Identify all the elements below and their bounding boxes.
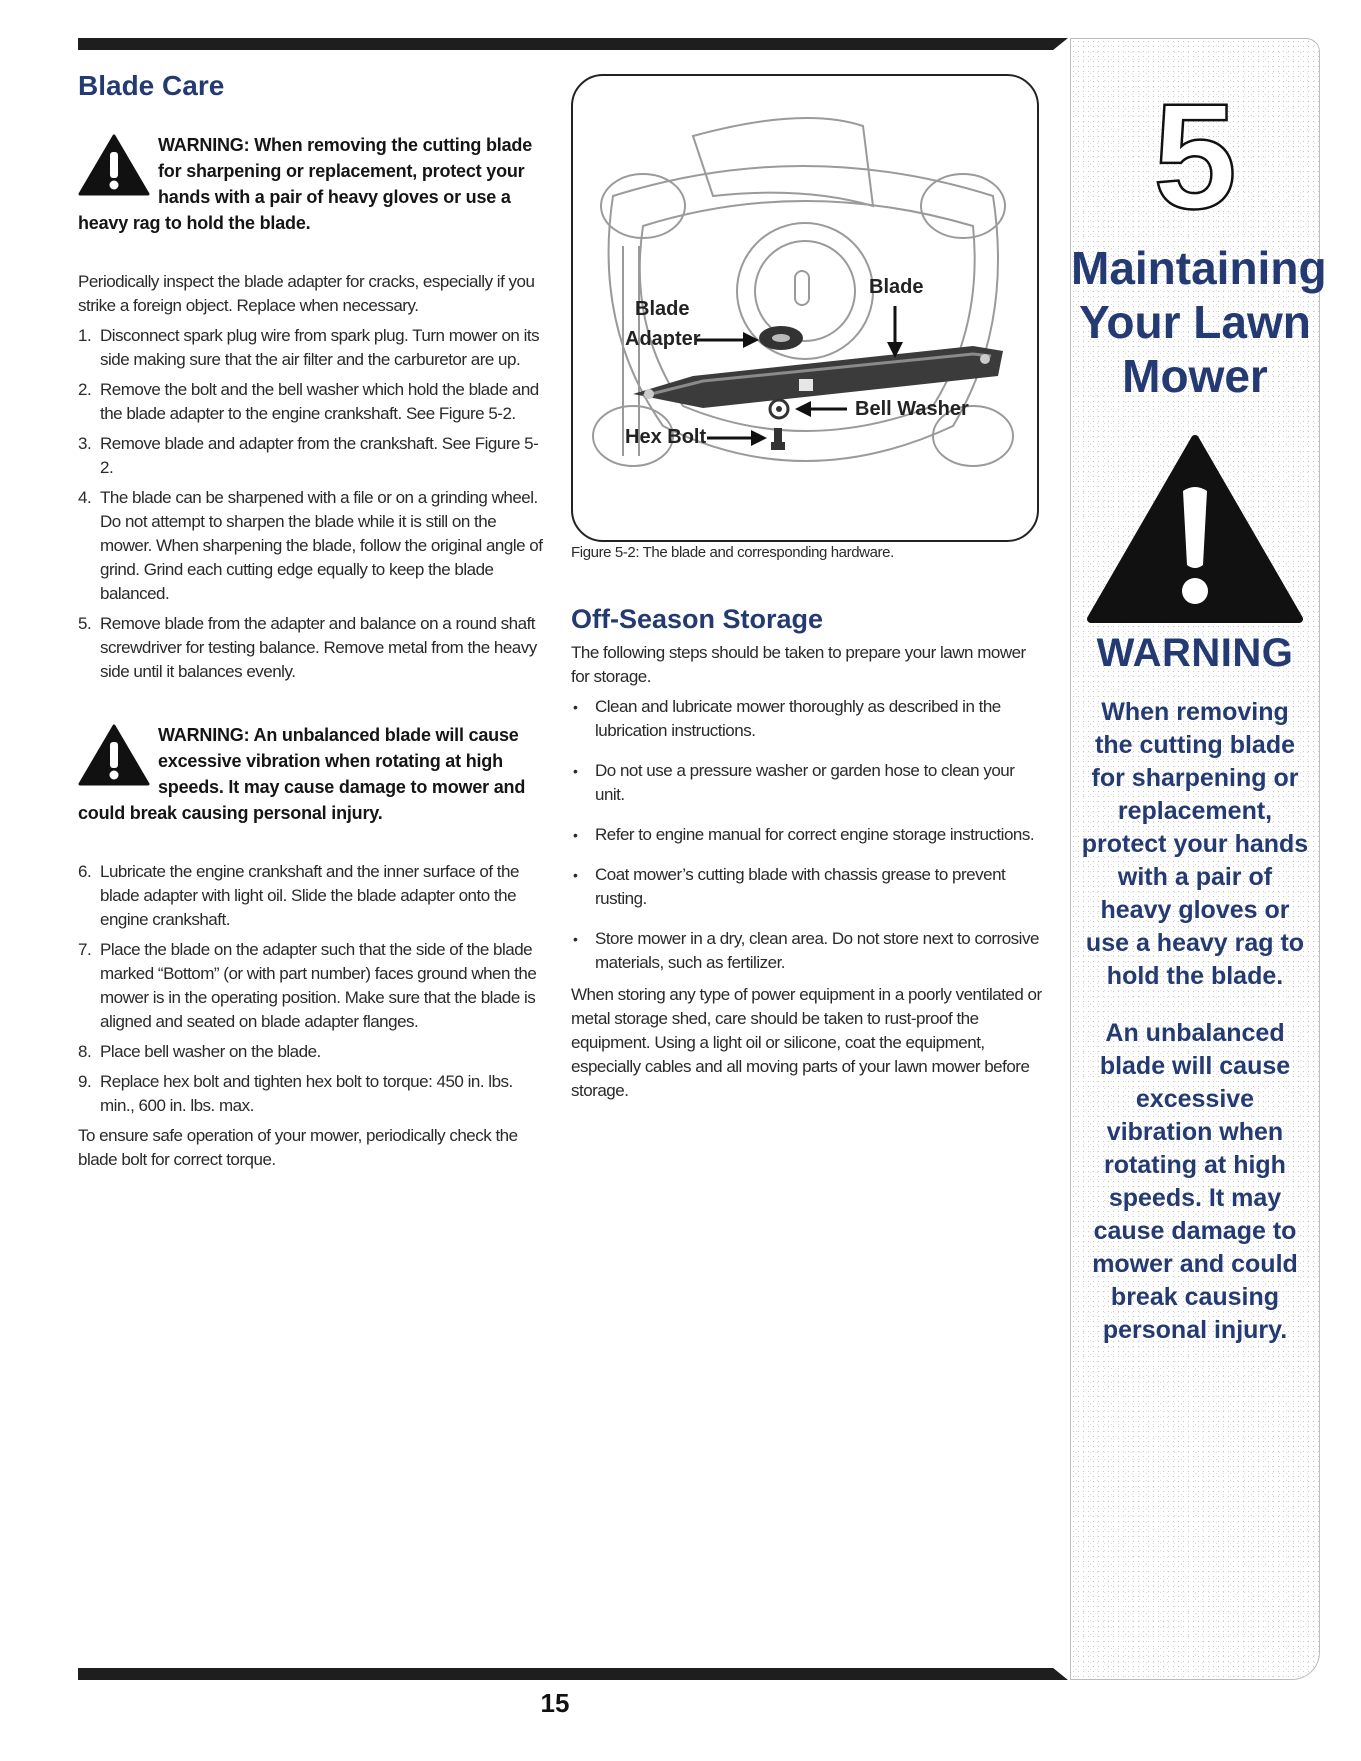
off-season-closing: When storing any type of power equipment in a poorly ventilated or metal storage shed, care should be taken to rust-proof the equipment. Using a light oil or silicone, coat the equipment, especially cables and all moving parts of your lawn mower before storage. [571,985,1042,1100]
off-season-bullets [571,695,1045,975]
list-item: • Do not use a pressure washer or garden hose to clean your unit. [573,761,1015,804]
sidebar-warning-text-2: An unbalanced blade will cause excessive vibration when rotating at high speeds. It may cause damage to mower and could break causing personal injury. [1092,1019,1298,1344]
warning-text-1: WARNING: When removing the cutting blade for sharpening or replacement, protect your hands with a pair of heavy gloves or use a heavy rag to hold the blade. [78,135,532,233]
chapter-title: Maintaining Your Lawn Mower [1071,242,1327,402]
blade-steps-list-b [78,860,548,1118]
chapter-sidebar [1070,38,1327,1680]
list-item: 4. The blade can be sharpened with a file or on a grinding wheel. Do not attempt to sharpen the blade while it is still on the mower. When sharpening the blade, follow the original angle of grind. Grind each cutting edge equally to keep the blade balanced. [78,488,543,603]
figure-5-2 [571,74,1039,542]
chapter-number: 5 [1153,72,1237,240]
list-item: 6. Lubricate the engine crankshaft and the inner surface of the blade adapter with light oil. Slide the blade adapter onto the engine crankshaft. [78,862,519,929]
blade-care-title: Blade Care [78,70,225,101]
blade-steps-list-a [78,324,548,684]
list-item: 1. Disconnect spark plug wire from spark plug. Turn mower on its side making sure that the air filter and the carburetor are up. [78,326,540,369]
label-blade: Blade [869,276,924,298]
label-hex-bolt: Hex Bolt [625,426,707,448]
off-season-intro: The following steps should be taken to prepare your lawn mower for storage. [571,643,1026,686]
warning-triangle-icon [78,724,150,786]
bottom-rule-bar [78,1668,1068,1680]
off-season-title: Off-Season Storage [571,604,824,634]
list-item: 9. Replace hex bolt and tighten hex bolt to torque: 450 in. lbs. min., 600 in. lbs. max. [78,1072,513,1115]
figure-caption: Figure 5-2: The blade and corresponding hardware. [571,544,894,561]
list-item: • Store mower in a dry, clean area. Do not store next to corrosive materials, such as fertilizer. [573,929,1039,972]
top-rule-bar [78,38,1068,50]
label-blade-adapter-line1: Blade [635,298,690,320]
blade-care-closing: To ensure safe operation of your mower, periodically check the blade bolt for correct torque. [78,1126,518,1169]
off-season-column [571,604,1045,1103]
list-item: 3. Remove blade and adapter from the crankshaft. See Figure 5-2. [78,434,539,477]
list-item: • Clean and lubricate mower thoroughly as described in the lubrication instructions. [573,697,1001,740]
list-item: 8. Place bell washer on the blade. [78,1042,321,1061]
bullet-icon: • [573,867,578,883]
list-item: 7. Place the blade on the adapter such that the side of the blade marked “Bottom” (or with part number) faces ground when the mower is in the operating position. Make sure that the blade is aligned and seated on blade adapter flanges. [78,940,537,1031]
sidebar-warning-text-1: When removing the cutting blade for sharpening or replacement, protect your hands with a pair of heavy gloves or use a heavy rag to hold the blade. [1081,698,1309,990]
label-blade-adapter-line2: Adapter [625,328,701,350]
bullet-icon: • [573,763,578,779]
bullet-icon: • [573,827,578,843]
blade-care-column [78,70,548,1172]
blade-care-intro: Periodically inspect the blade adapter for cracks, especially if you strike a foreign object. Replace when necessary. [78,272,535,315]
bullet-icon: • [573,931,578,947]
list-item: 2. Remove the bolt and the bell washer which hold the blade and the blade adapter to the engine crankshaft. See Figure 5-2. [78,380,539,423]
warning-triangle-icon [78,134,150,196]
warning-callout-1 [78,132,548,236]
list-item: 5. Remove blade from the adapter and balance on a round shaft screwdriver for testing balance. Remove metal from the heavy side until it balances evenly. [78,614,537,681]
list-item: • Refer to engine manual for correct engine storage instructions. [571,823,1045,847]
large-warning-triangle-icon [1085,433,1305,625]
list-item: • Coat mower’s cutting blade with chassis grease to prevent rusting. [573,865,1006,908]
bullet-icon: • [573,699,578,715]
sidebar-warning-heading: WARNING [1096,631,1294,675]
label-bell-washer: Bell Washer [855,398,969,420]
page-number: 15 [540,1688,570,1718]
warning-text-2: WARNING: An unbalanced blade will cause excessive vibration when rotating at high speeds. It may cause damage to mower and could break causing personal injury. [78,725,526,823]
warning-callout-2 [78,722,548,826]
